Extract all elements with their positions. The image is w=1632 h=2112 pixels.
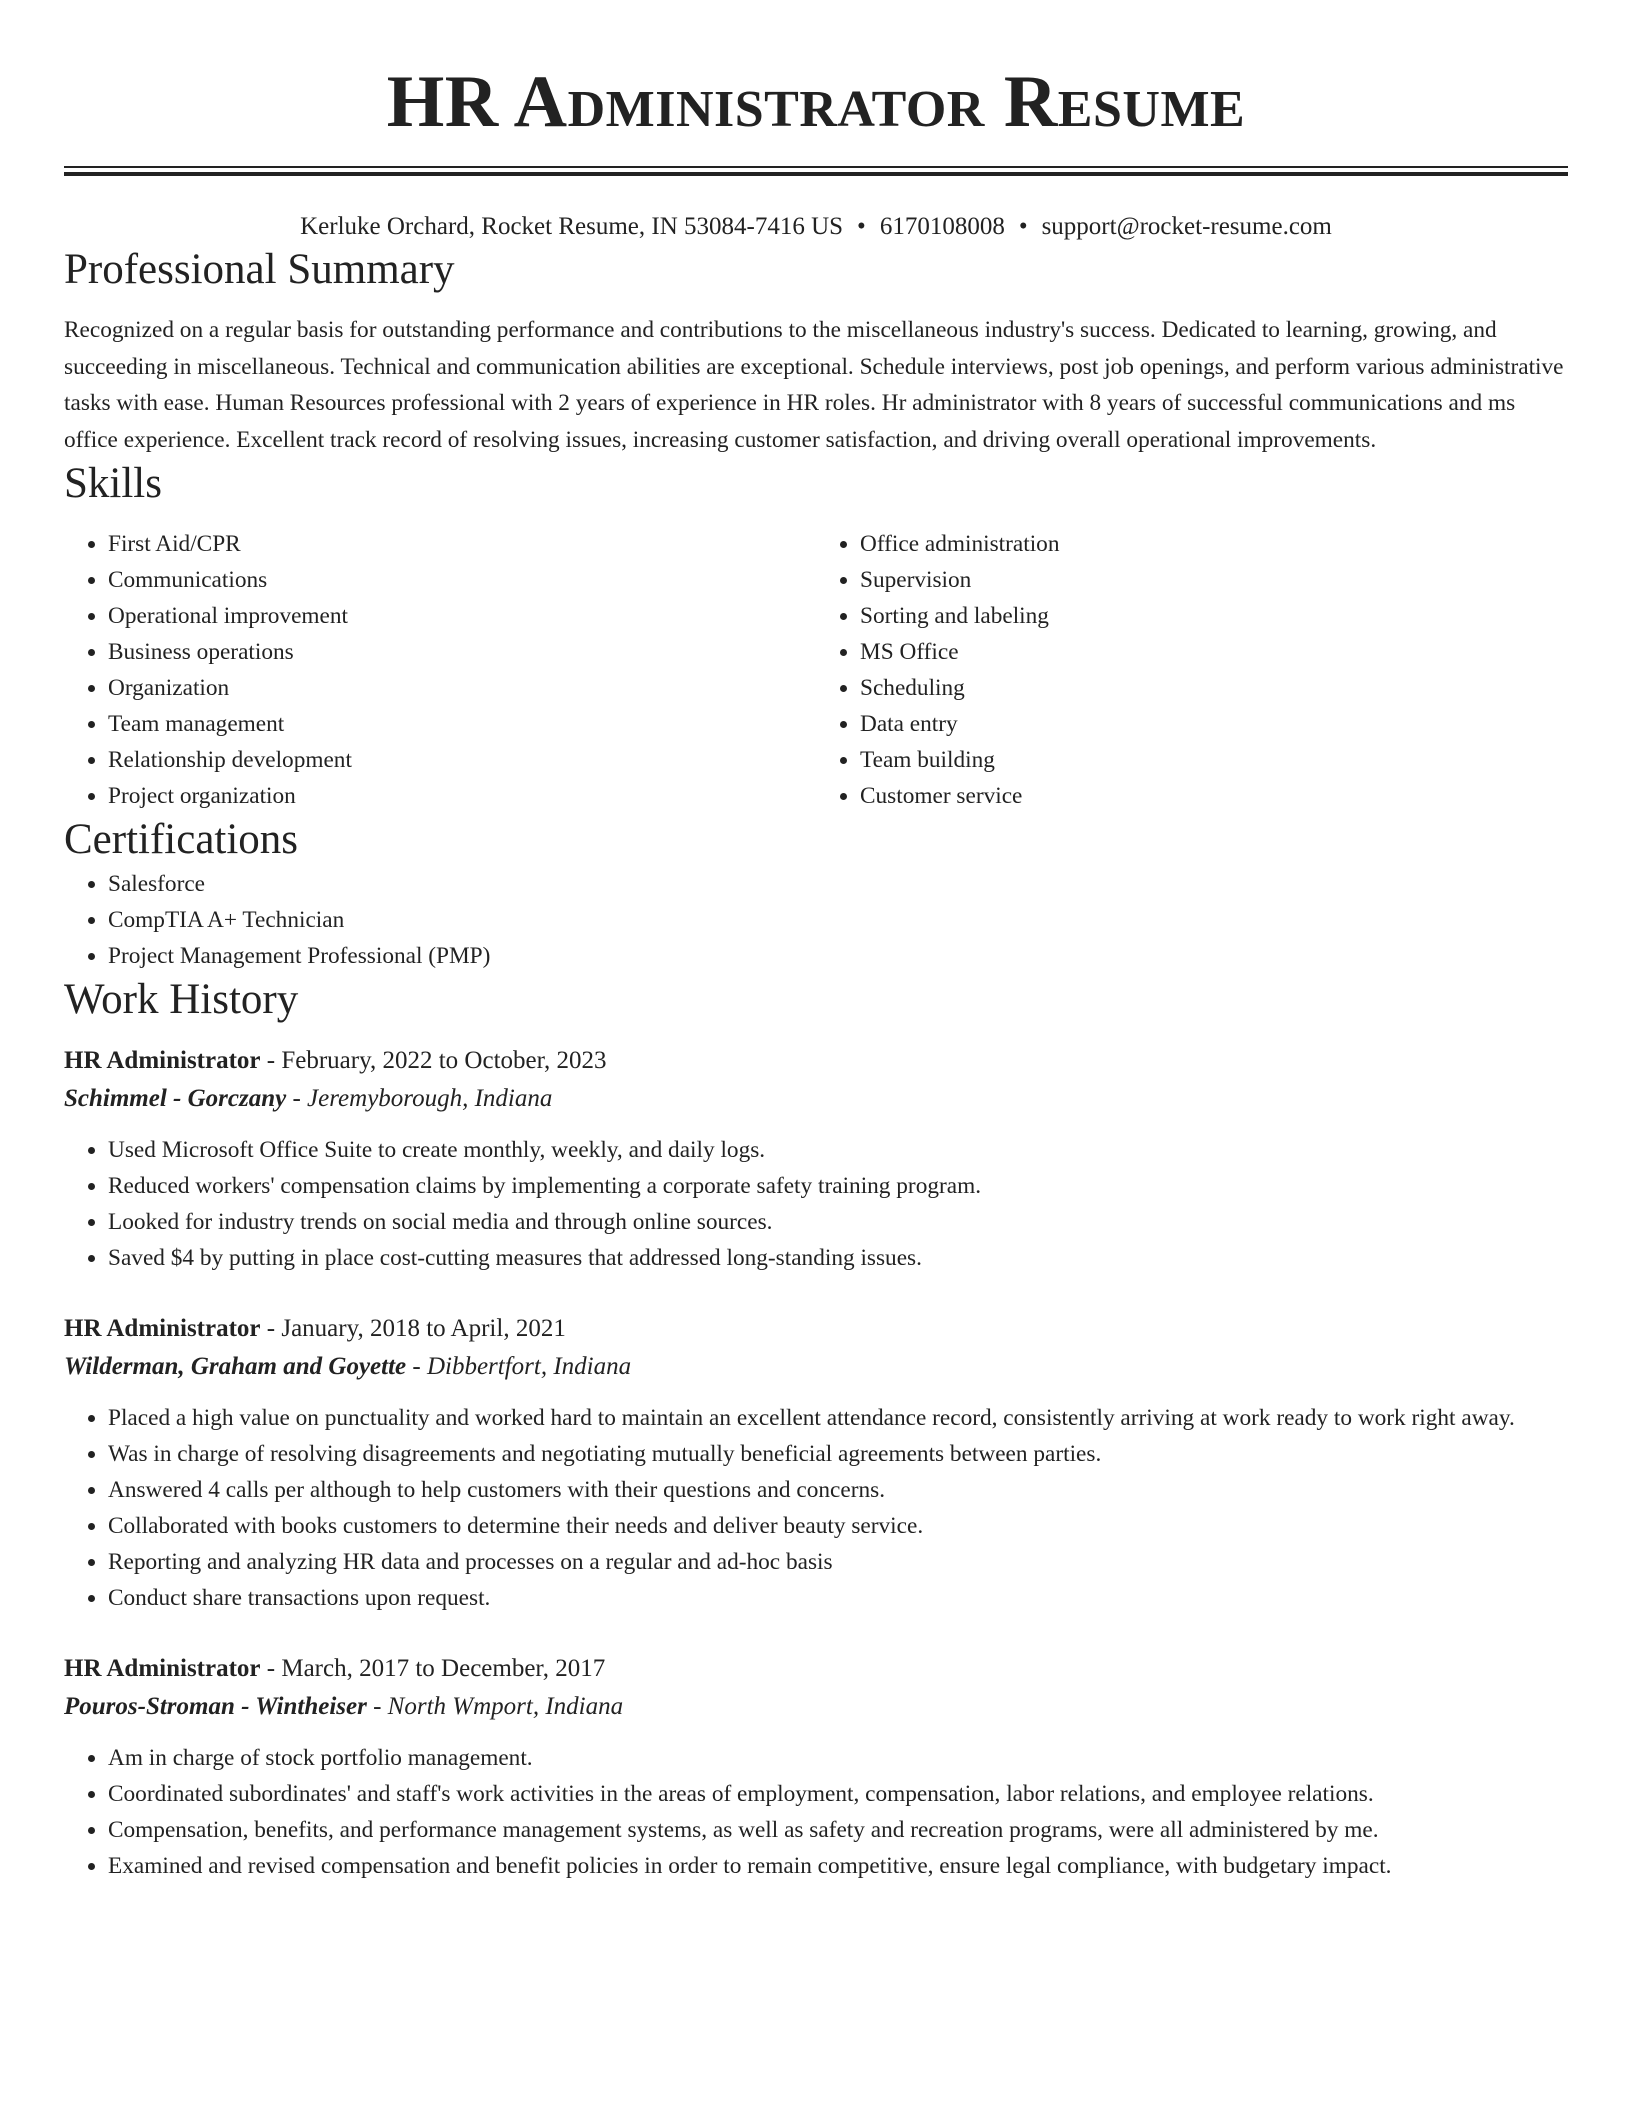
- job-title-line: [64, 1042, 1568, 1080]
- job-bullet: • Answered 4 calls per although to help customers with their questions and concerns.: [108, 1472, 1568, 1508]
- skill-item: • Communications: [108, 562, 816, 598]
- job-title-line: [64, 1650, 1568, 1688]
- skill-item: • Team building: [860, 742, 1568, 778]
- job-bullet: • Conduct share transactions upon request.: [108, 1580, 1568, 1616]
- job-bullet: • Coordinated subordinates' and staff's work activities in the areas of employment, compensation, labor relations, and employee relations.: [108, 1776, 1568, 1812]
- job-entry: [64, 1042, 1568, 1276]
- certification-item: • CompTIA A+ Technician: [108, 902, 1568, 938]
- job-dates: - March, 2017 to December, 2017: [260, 1655, 606, 1682]
- job-entry: [64, 1310, 1568, 1616]
- job-bullets: [64, 1740, 1568, 1884]
- job-bullet: • Used Microsoft Office Suite to create monthly, weekly, and daily logs.: [108, 1132, 1568, 1168]
- job-bullet: • Reporting and analyzing HR data and processes on a regular and ad-hoc basis: [108, 1544, 1568, 1580]
- work-history-list: [64, 1042, 1568, 1884]
- skill-item: • Supervision: [860, 562, 1568, 598]
- skill-item: • Office administration: [860, 526, 1568, 562]
- job-bullet: • Examined and revised compensation and benefit policies in order to remain competitive, ensure legal compliance, with budgetary impact.: [108, 1848, 1568, 1884]
- skill-item: • Scheduling: [860, 670, 1568, 706]
- skill-item: • First Aid/CPR: [108, 526, 816, 562]
- skill-item: • Operational improvement: [108, 598, 816, 634]
- job-location: - North Wmport, Indiana: [366, 1693, 624, 1720]
- job-company-line: [64, 1080, 1568, 1118]
- skill-item: • Sorting and labeling: [860, 598, 1568, 634]
- job-company: Pouros-Stroman - Wintheiser: [64, 1693, 367, 1720]
- skills-list-right: [816, 526, 1568, 814]
- work-history-heading: Work History: [64, 976, 299, 1023]
- job-title: HR Administrator: [64, 1655, 261, 1682]
- job-location: - Dibbertfort, Indiana: [406, 1353, 632, 1380]
- job-bullet: • Looked for industry trends on social media and through online sources.: [108, 1204, 1568, 1240]
- job-bullet: • Collaborated with books customers to determine their needs and deliver beauty service.: [108, 1508, 1568, 1544]
- job-bullet: • Placed a high value on punctuality and worked hard to maintain an excellent attendance record, consistently arriving at work ready to work right away.: [108, 1400, 1568, 1436]
- job-company-line: [64, 1688, 1568, 1726]
- skills-list-left: [64, 526, 816, 814]
- resume-page: [64, 0, 1568, 1884]
- job-title: HR Administrator: [64, 1047, 261, 1074]
- skill-item: • Data entry: [860, 706, 1568, 742]
- job-company: Schimmel - Gorczany: [64, 1085, 287, 1112]
- summary-heading: Professional Summary: [64, 246, 455, 293]
- job-bullet: • Reduced workers' compensation claims by implementing a corporate safety training program.: [108, 1168, 1568, 1204]
- job-entry: [64, 1650, 1568, 1884]
- summary-text: Recognized on a regular basis for outstanding performance and contributions to the miscellaneous industry's success. Dedicated to learning, growing, and succeeding in miscellaneous. Technical and communication abilities are exceptional. Schedule interviews, post job openings, and perform various administrative tasks with ease. Human Resources professional with 2 years of experience in HR roles. Hr administrator with 8 years of successful communications and ms office experience. Excellent track record of resolving issues, increasing customer satisfaction, and driving overall operational improvements.: [64, 317, 1564, 453]
- skill-item: • Project organization: [108, 778, 816, 814]
- certification-item: • Salesforce: [108, 866, 1568, 902]
- skill-item: • Organization: [108, 670, 816, 706]
- certifications-heading: Certifications: [64, 816, 299, 863]
- contact-line: [64, 210, 1568, 244]
- certifications-list: [64, 866, 1568, 974]
- job-bullet: • Am in charge of stock portfolio management.: [108, 1740, 1568, 1776]
- job-bullet: • Compensation, benefits, and performance management systems, as well as safety and recreation programs, were all administered by me.: [108, 1812, 1568, 1848]
- contact-address: Kerluke Orchard, Rocket Resume, IN 53084-7416 US: [300, 213, 844, 240]
- contact-separator: •: [857, 213, 866, 240]
- job-dates: - January, 2018 to April, 2021: [260, 1315, 566, 1342]
- job-title-line: [64, 1310, 1568, 1348]
- job-bullets: [64, 1132, 1568, 1276]
- skill-item: • Relationship development: [108, 742, 816, 778]
- contact-separator: •: [1018, 213, 1028, 240]
- skills-heading: Skills: [64, 460, 162, 507]
- resume-title: HR Administrator Resume: [386, 61, 1246, 143]
- job-location: - Jeremyborough, Indiana: [286, 1085, 553, 1112]
- contact-phone[interactable]: 6170108008: [879, 213, 1005, 240]
- job-bullet: • Was in charge of resolving disagreements and negotiating mutually beneficial agreements between parties.: [108, 1436, 1568, 1472]
- job-company: Wilderman, Graham and Goyette: [64, 1353, 407, 1380]
- skill-item: • MS Office: [860, 634, 1568, 670]
- certification-item: • Project Management Professional (PMP): [108, 938, 1568, 974]
- skill-item: • Business operations: [108, 634, 816, 670]
- job-bullet: • Saved $4 by putting in place cost-cutting measures that addressed long-standing issues.: [108, 1240, 1568, 1276]
- contact-email[interactable]: support@rocket-resume.com: [1041, 213, 1332, 240]
- skill-item: • Customer service: [860, 778, 1568, 814]
- skills-columns: [64, 526, 1568, 814]
- job-company-line: [64, 1348, 1568, 1386]
- job-dates: - February, 2022 to October, 2023: [260, 1047, 607, 1074]
- skill-item: • Team management: [108, 706, 816, 742]
- job-bullets: [64, 1400, 1568, 1616]
- job-title: HR Administrator: [64, 1315, 261, 1342]
- title-divider: [64, 166, 1568, 176]
